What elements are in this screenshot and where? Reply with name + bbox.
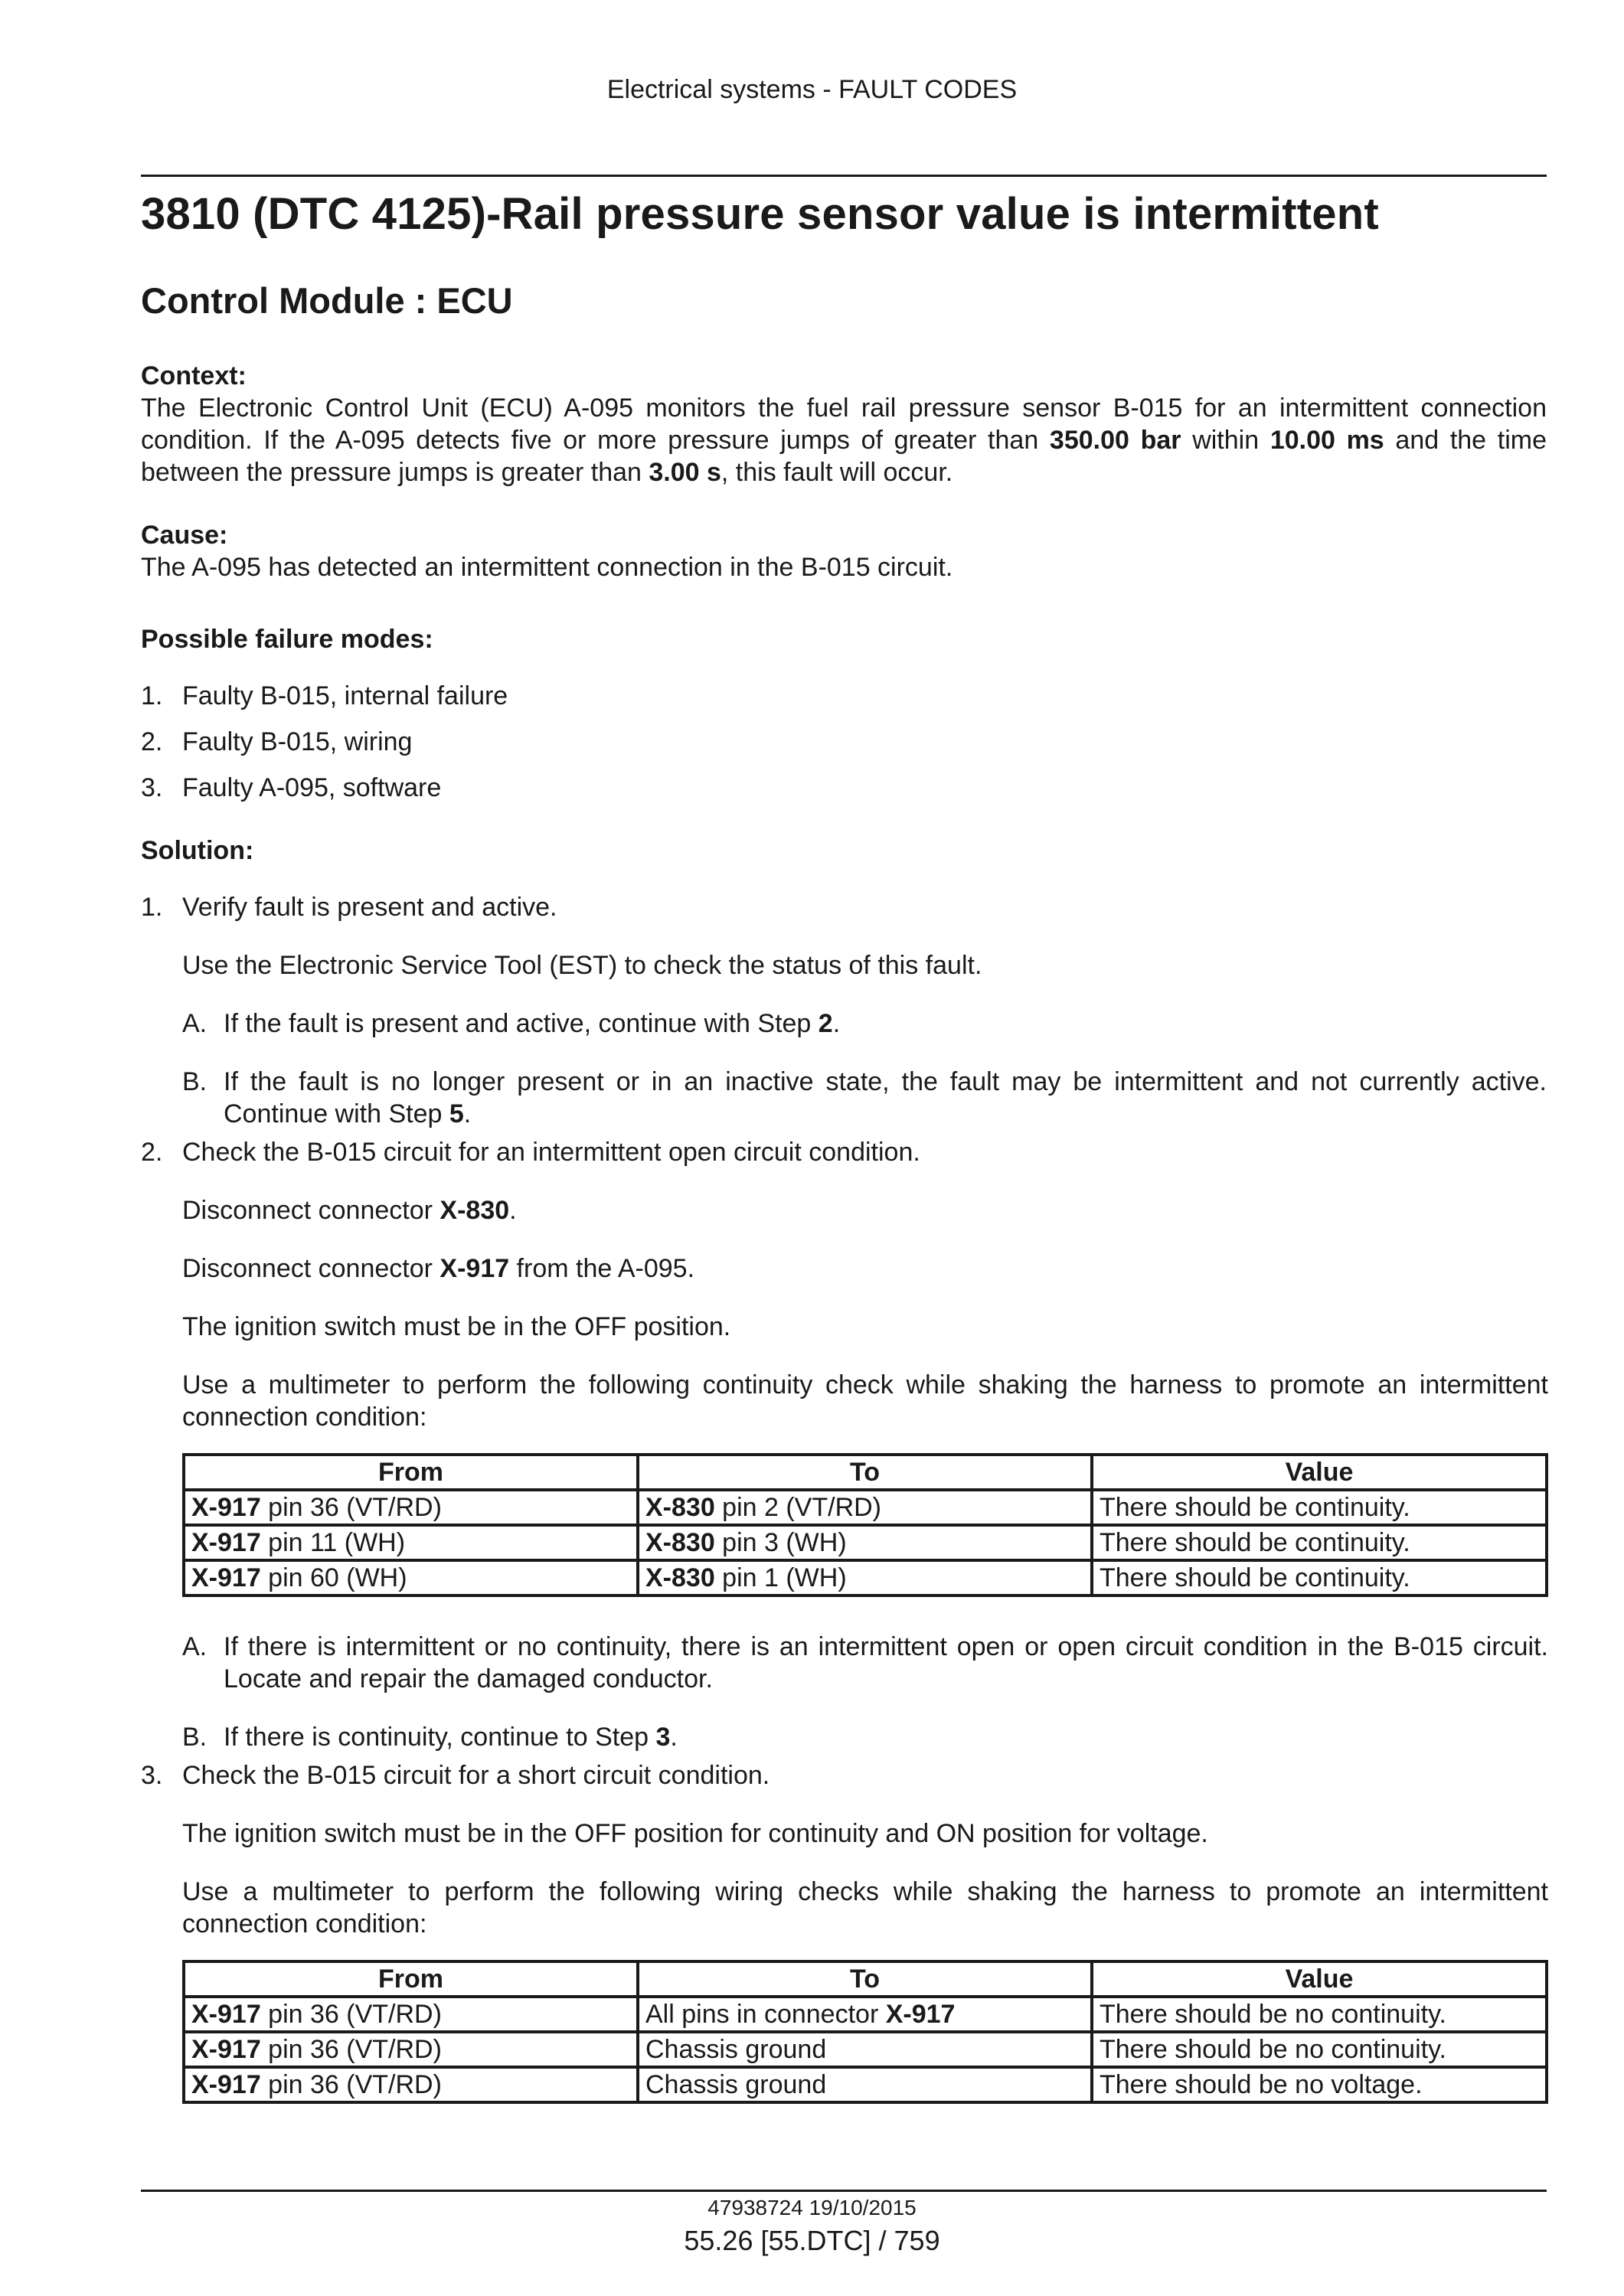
step-2-disconnect-2: Disconnect connector X-917 from the A-095. — [182, 1254, 695, 1283]
step-1-title: Verify fault is present and active. — [182, 893, 557, 922]
column-header-value: Value — [1092, 1961, 1547, 1997]
solution-heading: Solution: — [141, 836, 254, 865]
cell-to: Chassis ground — [638, 2032, 1092, 2067]
footer-rule — [141, 2190, 1547, 2192]
cell-from: X-917 pin 60 (WH) — [184, 1560, 638, 1595]
cell-from: X-917 pin 36 (VT/RD) — [184, 2032, 638, 2067]
solution-step-2: 2. Check the B-015 circuit for an intermittent open circuit condition. Disconnect connector X-830. Disconnect connector X-917 from the A-095. The ignition switch must be in the OFF position. Use a multimeter to perform the following continuity check while shaking the harness to promote an intermittent connection condition: From To Value X-917 pin 36 (VT/RD) X-830 pin 2 (VT/RD) There should be continuity. X-917 pin 11 (WH) X-830 pin 3 (WH) There should be continuity. X-917 pin 60 (WH) X-830 pin 1 (WH) There should be continuity. A. If there is intermittent or no continuity, there is an intermittent open or open circuit condition in the B-015 circuit. Locate and repair the damaged conductor. B. If there is continuity, continue to Step 3. — [141, 1138, 1548, 1752]
step-3-multimeter: Use a multimeter to perform the following wiring checks while shaking the harness to promote an intermittent connection condition: — [182, 1877, 1548, 1938]
cell-value: There should be continuity. — [1092, 1490, 1547, 1525]
cell-from: X-917 pin 36 (VT/RD) — [184, 1997, 638, 2032]
cell-value: There should be no continuity. — [1092, 2032, 1547, 2067]
cell-to: X-830 pin 1 (WH) — [638, 1560, 1092, 1595]
cell-to: All pins in connector X-917 — [638, 1997, 1092, 2032]
cell-value: There should be continuity. — [1092, 1525, 1547, 1560]
cell-value: There should be continuity. — [1092, 1560, 1547, 1595]
column-header-from: From — [184, 1961, 638, 1997]
failure-modes-heading: Possible failure modes: — [141, 625, 433, 654]
cell-from: X-917 pin 36 (VT/RD) — [184, 2067, 638, 2102]
column-header-to: To — [638, 1961, 1092, 1997]
column-header-to: To — [638, 1455, 1092, 1490]
table-row — [184, 2032, 1547, 2067]
step-2-disconnect-1: Disconnect connector X-830. — [182, 1196, 517, 1225]
running-header: Electrical systems - FAULT CODES — [606, 75, 1018, 104]
solution-step-3: 3. Check the B-015 circuit for a short circuit condition. The ignition switch must be in the OFF position for continuity and ON position for voltage. Use a multimeter to perform the following wiring checks while shaking the harness to promote an intermittent connection condition: From To Value X-917 pin 36 (VT/RD) All pins in connector X-917 There should be no continuity. X-917 pin 36 (VT/RD) Chassis ground There should be no continuity. X-917 pin 36 (VT/RD) Chassis ground There should be no voltage. — [141, 1759, 1547, 2104]
table-row — [184, 1490, 1547, 1525]
step-1-option-b: B. If the fault is no longer present or in an inactive state, the fault may be intermittent and not currently active. Continue with Step 5. — [182, 1067, 1547, 1128]
step-2-option-a: A. If there is intermittent or no continuity, there is an intermittent open or open circuit condition in the B-015 circuit. Locate and repair the damaged conductor. — [182, 1632, 1548, 1693]
cell-value: There should be no voltage. — [1092, 2067, 1547, 2102]
column-header-from: From — [184, 1455, 638, 1490]
context-text: The Electronic Control Unit (ECU) A-095 monitors the fuel rail pressure sensor B-015 for an intermittent connection condition. If the A-095 detects five or more pressure jumps of greater than 350.00 bar within 10.00 ms and the time between the pressure jumps is greater than 3.00 s, this fault will occur. — [141, 394, 1547, 487]
table-row — [184, 2067, 1547, 2102]
step-2-option-b: B. If there is continuity, continue to Step 3. — [182, 1723, 678, 1752]
list-item: 3. Faulty A-095, software — [141, 773, 442, 802]
table-header-row — [184, 1961, 1547, 1997]
list-item: 1. Faulty B-015, internal failure — [141, 681, 508, 710]
table-row — [184, 1560, 1547, 1595]
cell-from: X-917 pin 36 (VT/RD) — [184, 1490, 638, 1525]
time-between: 3.00 s — [649, 458, 721, 487]
cell-to: X-830 pin 2 (VT/RD) — [638, 1490, 1092, 1525]
failure-modes-list — [141, 680, 1547, 804]
page-title: 3810 (DTC 4125)-Rail pressure sensor value is intermittent — [141, 189, 1379, 239]
cell-to: X-830 pin 3 (WH) — [638, 1525, 1092, 1560]
list-item: 2. Faulty B-015, wiring — [141, 727, 413, 756]
step-1-option-a: A. If the fault is present and active, continue with Step 2. — [182, 1009, 841, 1038]
table-row — [184, 1525, 1547, 1560]
cell-to: Chassis ground — [638, 2067, 1092, 2102]
table-row — [184, 1997, 1547, 2032]
step-2-multimeter: Use a multimeter to perform the following continuity check while shaking the harness to promote an intermittent connection condition: — [182, 1370, 1548, 1432]
step-3-ignition: The ignition switch must be in the OFF position for continuity and ON position for voltage. — [182, 1819, 1208, 1848]
short-circuit-table — [182, 1960, 1548, 2104]
pressure-threshold: 350.00 bar — [1049, 426, 1181, 455]
step-3-title: Check the B-015 circuit for a short circuit condition. — [182, 1761, 770, 1790]
solution-step-1: 1. Verify fault is present and active. Use the Electronic Service Tool (EST) to check the status of this fault. A. If the fault is present and active, continue with Step 2. B. If the fault is no longer present or in an inactive state, the fault may be intermittent and not currently active. Continue with Step 5. — [141, 893, 1547, 1128]
page-content — [141, 178, 1547, 2104]
step-2-ignition: The ignition switch must be in the OFF position. — [182, 1312, 731, 1341]
cell-value: There should be no continuity. — [1092, 1997, 1547, 2032]
step-2-title: Check the B-015 circuit for an intermittent open circuit condition. — [182, 1138, 920, 1167]
time-window: 10.00 ms — [1269, 426, 1384, 455]
control-module-heading: Control Module : ECU — [141, 280, 513, 321]
cell-from: X-917 pin 11 (WH) — [184, 1525, 638, 1560]
context-heading: Context: — [141, 361, 247, 390]
header-rule — [141, 175, 1547, 177]
column-header-value: Value — [1092, 1455, 1547, 1490]
page-number: 55.26 [55.DTC] / 759 — [684, 2225, 940, 2256]
table-header-row — [184, 1455, 1547, 1490]
cause-heading: Cause: — [141, 521, 228, 550]
document-code: 47938724 19/10/2015 — [707, 2196, 917, 2219]
cause-text: The A-095 has detected an intermittent connection in the B-015 circuit. — [141, 553, 953, 582]
continuity-table — [182, 1453, 1548, 1597]
step-1-instruction: Use the Electronic Service Tool (EST) to check the status of this fault. — [182, 951, 982, 980]
